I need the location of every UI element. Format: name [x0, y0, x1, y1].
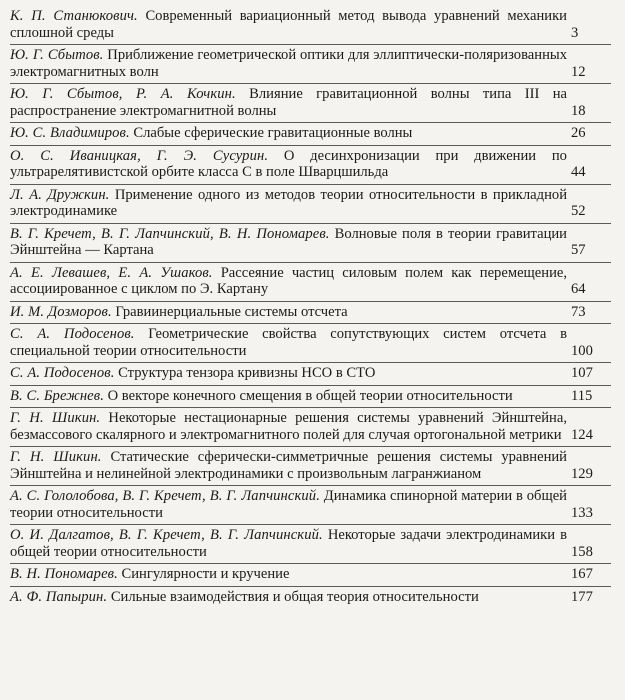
- entry-title: Статические сферически-симметричные решения системы уравнений Эйнштейна и нелинейной электродинамики с произвольным лагранжианом: [10, 449, 567, 482]
- toc-entry: [10, 84, 611, 123]
- entry-authors: Г. Н. Шикин.: [10, 410, 101, 426]
- entry-page-number: 107: [571, 365, 593, 381]
- toc-entry: [10, 224, 611, 263]
- toc-entry: [10, 302, 611, 325]
- entry-authors: Л. А. Дружкин.: [10, 186, 110, 203]
- entry-authors: С. А. Подосенов.: [10, 326, 135, 342]
- entry-title: О векторе конечного смещения в общей теории относительности: [107, 387, 513, 404]
- entry-page-number: 3: [571, 24, 579, 41]
- entry-authors: А. С. Гололобова, В. Г. Кречет, В. Г. Лапчинский.: [10, 488, 320, 504]
- entry-page-number: 52: [571, 203, 586, 219]
- entry-page-number: 177: [571, 588, 593, 605]
- toc-entry: [10, 123, 611, 146]
- entry-page-number: 26: [571, 125, 586, 141]
- toc-entry: [10, 486, 611, 525]
- entry-authors: А. Е. Левашев, Е. А. Ушаков.: [10, 264, 213, 281]
- entry-authors: Ю. Г. Сбытов, Р. А. Кочкин.: [10, 86, 236, 102]
- entry-page-number: 18: [571, 102, 586, 119]
- entry-title: Сингулярности и кручение: [121, 566, 290, 582]
- entry-title: Структура тензора кривизны НСО в СТО: [118, 365, 376, 381]
- toc-entry: [10, 185, 611, 224]
- entry-title: Приближение геометрической оптики для эллиптически-поляризованных электромагнитных волн: [10, 47, 567, 80]
- entry-page-number: 124: [571, 426, 593, 443]
- toc-entry: [10, 525, 611, 564]
- entry-authors: К. П. Станюкович.: [10, 8, 138, 24]
- entry-page-number: 44: [571, 164, 586, 180]
- entry-page-number: 64: [571, 281, 586, 297]
- entry-page-number: 133: [571, 504, 593, 521]
- entry-page-number: 12: [571, 63, 586, 80]
- entry-authors: В. Н. Пономарев.: [10, 566, 118, 582]
- entry-authors: А. Ф. Папырин.: [10, 588, 108, 605]
- entry-authors: С. А. Подосенов.: [10, 365, 115, 381]
- entry-page-number: 115: [571, 387, 593, 404]
- entry-title: Динамика спинорной материи в общей теории относительности: [10, 488, 567, 521]
- toc-entry: [10, 324, 611, 363]
- entry-title: Влияние гравитационной волны типа III на распространение электромагнитной волны: [10, 86, 567, 119]
- entry-title: О десинхронизации при движении по ультрарелятивистской орбите класса С в поле Шварцшильда: [10, 147, 567, 180]
- entry-title: Геометрические свойства сопутствующих систем отсчета в специальной теории относительности: [10, 326, 567, 359]
- entry-authors: В. С. Брежнев.: [10, 387, 104, 404]
- entry-title: Применение одного из методов теории относительности в прикладной электродинамике: [10, 186, 567, 219]
- entry-page-number: 57: [571, 242, 586, 258]
- entry-title: Сильные взаимодействия и общая теория относительности: [110, 588, 479, 605]
- toc-entry: [10, 263, 611, 302]
- toc-entry: [10, 447, 611, 486]
- toc-entry: [10, 587, 611, 609]
- toc-entry: [10, 386, 611, 409]
- entry-title: Гравиинерциальные системы отсчета: [115, 303, 348, 320]
- entry-title: Рассеяние частиц силовым полем как перемещение, ассоциированное с циклом по Э. Картану: [10, 264, 568, 297]
- entry-page-number: 129: [571, 465, 593, 482]
- toc-entry: [10, 408, 611, 447]
- entry-title: Некоторые нестационарные решения системы уравнений Эйнштейна, безмассового скалярного и электромагнитного полей для случая ортогональной метрики: [10, 410, 567, 443]
- toc-entry: [10, 564, 611, 587]
- entry-authors: Ю. Г. Сбытов.: [10, 47, 104, 63]
- toc-entry: [10, 6, 611, 45]
- entry-page-number: 158: [571, 543, 593, 560]
- toc-entry: [10, 45, 611, 84]
- entry-title: Слабые сферические гравитационные волны: [133, 125, 413, 141]
- entry-authors: О. И. Далгатов, В. Г. Кречет, В. Г. Лапчинский.: [10, 527, 323, 543]
- toc-entry: [10, 146, 611, 185]
- entry-authors: В. Г. Кречет, В. Г. Лапчинский, В. Н. Пономарев.: [10, 225, 330, 242]
- entry-page-number: 73: [571, 303, 586, 320]
- entry-authors: О. С. Иваницкая, Г. Э. Сусурин.: [10, 147, 269, 164]
- entry-authors: И. М. Дозморов.: [10, 303, 112, 320]
- entry-authors: Г. Н. Шикин.: [10, 449, 102, 465]
- entry-title: Современный вариационный метод вывода уравнений механики сплошной среды: [10, 8, 567, 41]
- toc-entry: [10, 363, 611, 386]
- entry-authors: Ю. С. Владимиров.: [10, 125, 130, 141]
- entry-page-number: 100: [571, 342, 593, 359]
- entry-title: Волновые поля в теории гравитации Эйнштейна — Картана: [10, 225, 567, 258]
- entry-title: Некоторые задачи электродинамики в общей теории относительности: [10, 527, 567, 560]
- entry-page-number: 167: [571, 566, 593, 582]
